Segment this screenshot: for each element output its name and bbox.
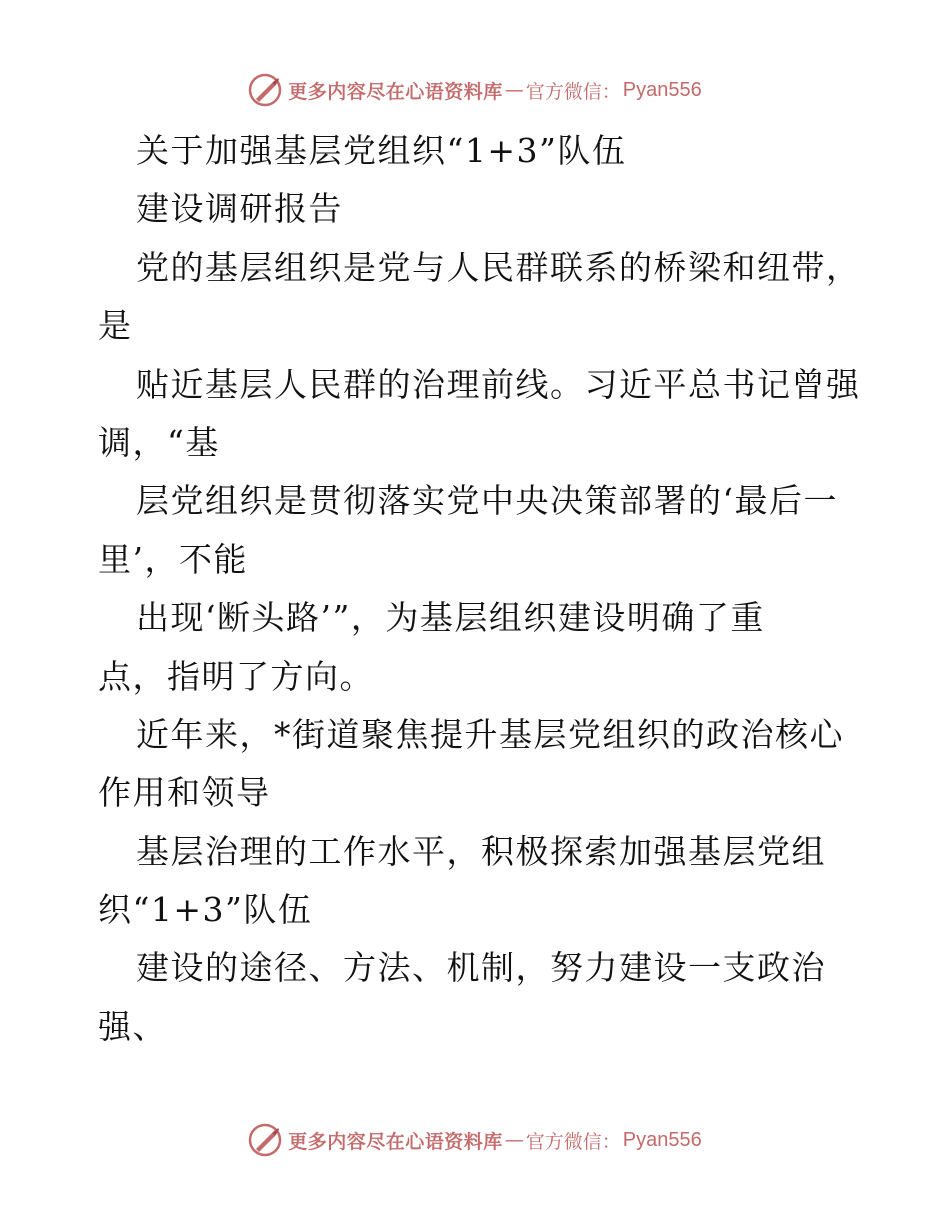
quill-pen-icon bbox=[248, 73, 282, 107]
document-title-line-1: 关于加强基层党组织“1+3”队伍 bbox=[136, 131, 627, 170]
header-watermark bbox=[0, 70, 950, 110]
footer-watermark bbox=[0, 1120, 950, 1160]
paragraph-line: 作用和领导 bbox=[98, 773, 271, 813]
paragraph-line: 织“1+3”队伍 bbox=[98, 890, 313, 930]
watermark-separator: — bbox=[504, 1129, 524, 1151]
watermark-brand-text: 更多内容尽在心语资料库 bbox=[288, 1130, 503, 1153]
paragraph-line: 贴近基层人民群的治理前线。习近平总书记曾强 bbox=[136, 364, 861, 404]
watermark-separator: — bbox=[504, 79, 524, 101]
paragraph-line: 层党组织是贯彻落实党中央决策部署的‘最后一 bbox=[136, 481, 838, 521]
paragraph-line: 调，“基 bbox=[98, 422, 220, 462]
paragraph-line: 出现‘断头路’”，为基层组织建设明确了重 bbox=[136, 598, 765, 638]
watermark-wechat-label: 官方微信： bbox=[525, 1130, 621, 1153]
paragraph-line: 党的基层组织是党与人民群联系的桥梁和纽带， bbox=[136, 247, 861, 287]
paragraph-line: 是 bbox=[98, 306, 133, 346]
watermark-wechat-id: Pyan556 bbox=[622, 78, 702, 101]
paragraph-line: 基层治理的工作水平，积极探索加强基层党组 bbox=[136, 831, 826, 871]
paragraph-line: 强、 bbox=[98, 1006, 167, 1046]
document-body bbox=[98, 122, 861, 1056]
paragraph-line: 里’，不能 bbox=[98, 539, 248, 579]
quill-pen-icon bbox=[248, 1123, 282, 1157]
paragraph-line: 建设的途径、方法、机制，努力建设一支政治 bbox=[136, 948, 826, 988]
watermark-wechat-id: Pyan556 bbox=[622, 1128, 702, 1151]
paragraph-line: 近年来，*街道聚焦提升基层党组织的政治核心 bbox=[136, 714, 844, 754]
paragraph-line: 点，指明了方向。 bbox=[98, 656, 374, 696]
document-title-line-2: 建设调研报告 bbox=[136, 189, 343, 229]
watermark-brand-text: 更多内容尽在心语资料库 bbox=[288, 80, 503, 103]
watermark-wechat-label: 官方微信： bbox=[525, 80, 621, 103]
